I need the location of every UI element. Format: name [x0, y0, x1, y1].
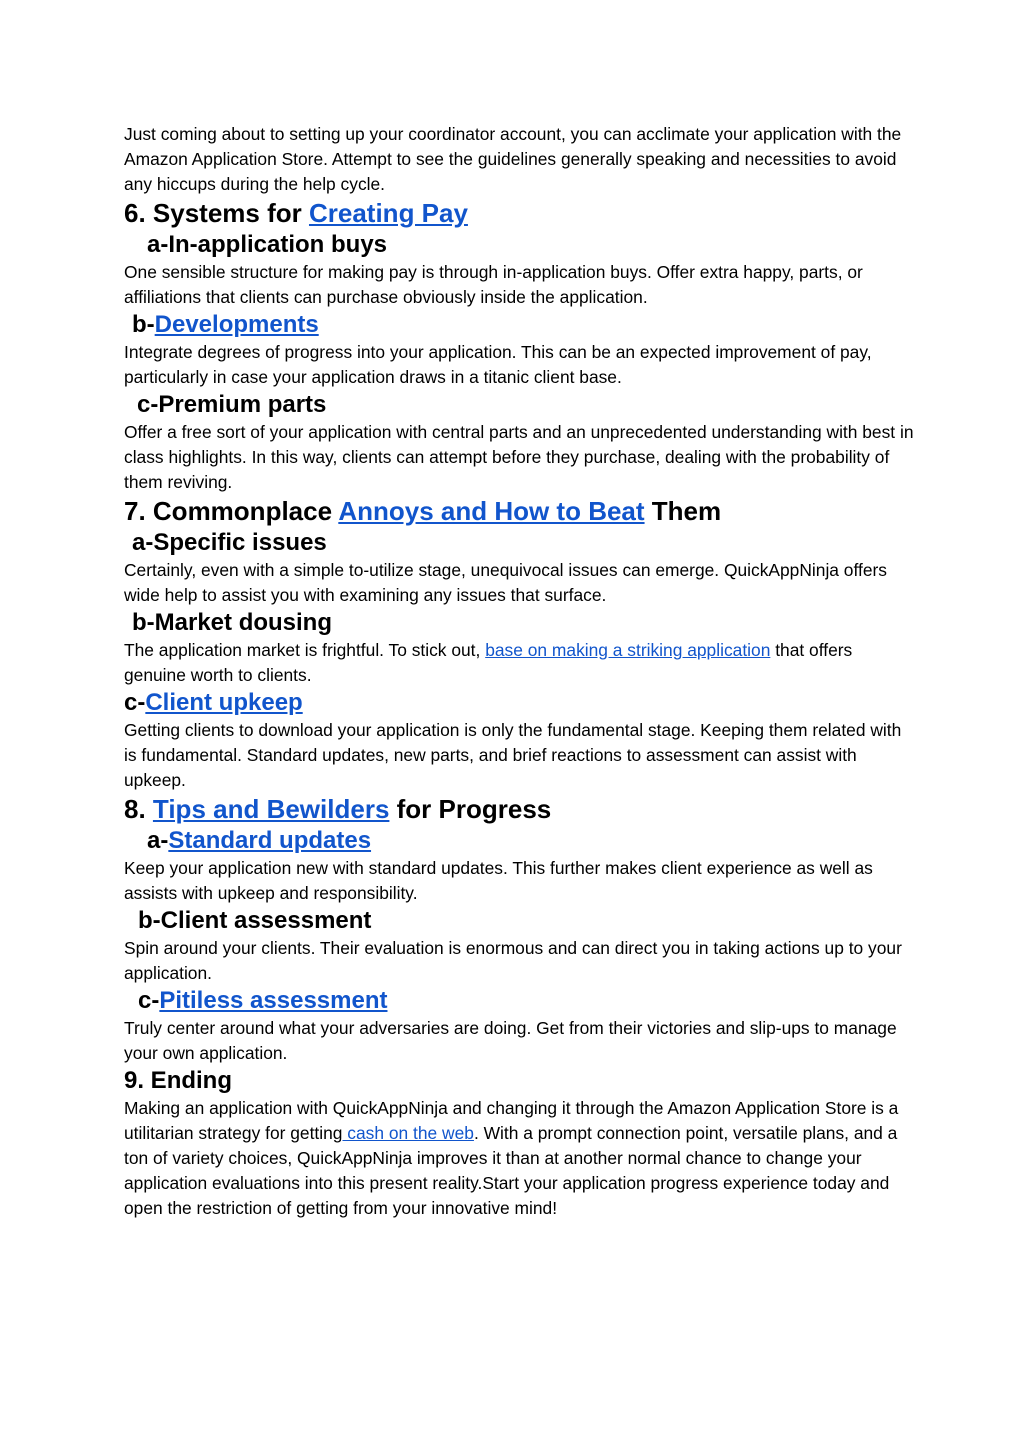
developments-link[interactable]: Developments — [154, 311, 319, 338]
pitiless-assessment-link[interactable]: Pitiless assessment — [159, 987, 388, 1014]
section-8-suffix: for Progress — [389, 794, 552, 824]
paragraph-in-application-buys: One sensible structure for making pay is through in-application buys. Offer extra happy, parts, or affiliations that clients can purchase obviously inside the application. — [124, 262, 863, 307]
section-6-heading — [124, 197, 914, 230]
client-upkeep-link[interactable]: Client upkeep — [145, 689, 303, 716]
subheading-standard-updates — [124, 826, 914, 856]
standard-updates-link[interactable]: Standard updates — [168, 827, 372, 854]
subheading-prefix: b- — [132, 311, 155, 338]
subheading-prefix: c- — [124, 689, 146, 716]
section-7-prefix: 7. Commonplace — [124, 496, 339, 526]
subheading-market-dousing: b-Market dousing — [132, 609, 333, 636]
paragraph-premium-parts: Offer a free sort of your application with central parts and an unprecedented understanding with best in class highlights. In this way, clients can attempt before they purchase, dealing with the probability of them reviving. — [124, 422, 914, 492]
paragraph-developments: Integrate degrees of progress into your application. This can be an expected improvement of pay, particularly in case your application draws in a titanic client base. — [124, 342, 872, 387]
annoys-link[interactable]: Annoys and How to Beat — [338, 496, 645, 526]
section-7-suffix: Them — [644, 496, 722, 526]
creating-pay-link[interactable]: Creating Pay — [308, 198, 468, 228]
subheading-specific-issues: a-Specific issues — [132, 529, 327, 556]
document-page — [124, 122, 914, 1221]
paragraph-client-assessment: Spin around your clients. Their evaluation is enormous and can direct you in taking actions up to your application. — [124, 938, 902, 983]
subheading-client-upkeep — [124, 688, 914, 718]
paragraph-pitiless-assessment: Truly center around what your adversaries are doing. Get from their victories and slip-ups to manage your own application. — [124, 1018, 897, 1063]
subheading-client-assessment: b-Client assessment — [138, 907, 372, 934]
text-before-link: Making an application with QuickAppNinja and changing it through the Amazon Application Store is a utilitarian strategy for getting — [124, 1098, 899, 1143]
subheading-in-application-buys: a-In-application buys — [147, 231, 388, 258]
section-8-heading — [124, 793, 914, 826]
text-after-link: that offers genuine worth to clients. — [124, 640, 853, 685]
tips-link[interactable]: Tips and Bewilders — [152, 794, 390, 824]
subheading-prefix: a- — [147, 827, 169, 854]
cash-on-the-web-link[interactable]: cash on the web — [342, 1123, 474, 1143]
paragraph-standard-updates: Keep your application new with standard updates. This further makes client experience as well as assists with upkeep and responsibility. — [124, 858, 873, 903]
paragraph-specific-issues: Certainly, even with a simple to-utilize stage, unequivocal issues can emerge. QuickAppNinja offers wide help to assist you with examining any issues that surface. — [124, 560, 887, 605]
text-before-link: The application market is frightful. To stick out, — [124, 640, 486, 660]
paragraph-ending — [124, 1096, 914, 1221]
section-8-prefix: 8. — [124, 794, 153, 824]
paragraph-client-upkeep: Getting clients to download your application is only the fundamental stage. Keeping them related with is fundamental. Standard updates, new parts, and brief reactions to assessment can assist with upkeep. — [124, 720, 902, 790]
subheading-developments — [124, 310, 914, 340]
section-6-prefix: 6. Systems for — [124, 198, 309, 228]
section-7-heading — [124, 495, 914, 528]
subheading-prefix: c- — [138, 987, 160, 1014]
striking-application-link[interactable]: base on making a striking application — [485, 640, 771, 660]
subheading-premium-parts: c-Premium parts — [137, 391, 327, 418]
paragraph-market-dousing — [124, 638, 914, 688]
section-9-heading: 9. Ending — [124, 1067, 232, 1094]
subheading-pitiless-assessment — [124, 986, 914, 1016]
text-after-link: . With a prompt connection point, versatile plans, and a ton of variety choices, QuickAppNinja improves it than at another normal chance to change your application evaluations into this present reality.Start your application progress experience today and open the restriction of getting from your innovative mind! — [124, 1123, 898, 1218]
intro-paragraph: Just coming about to setting up your coordinator account, you can acclimate your application with the Amazon Application Store. Attempt to see the guidelines generally speaking and necessities to avoid any hiccups during the help cycle. — [124, 124, 902, 194]
